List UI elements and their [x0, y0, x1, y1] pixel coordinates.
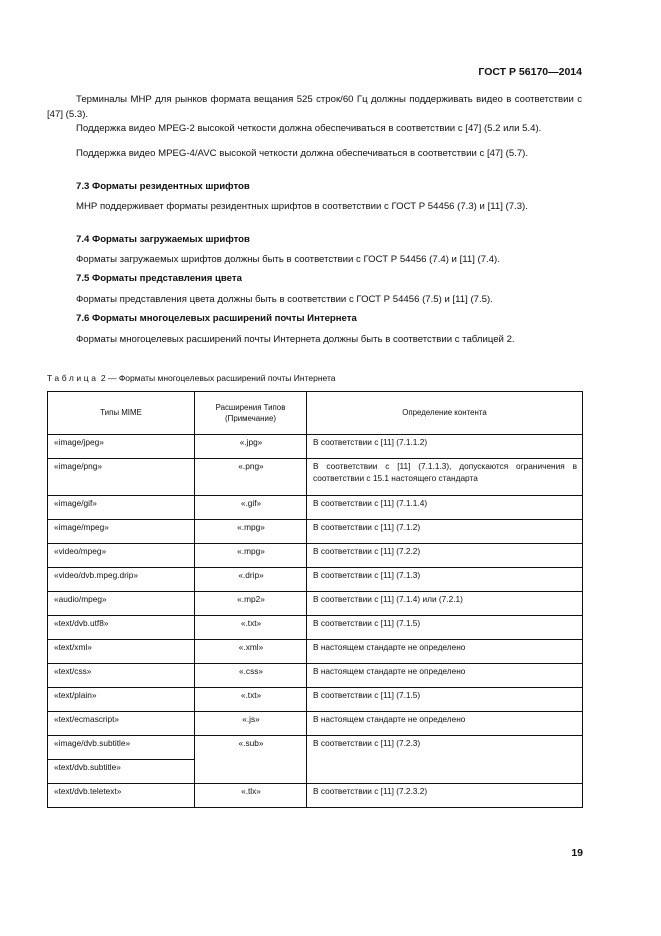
cell-def: В настоящем стандарте не определено: [307, 640, 583, 664]
col-header-def: Определение контента: [307, 392, 583, 435]
cell-def: В соответствии с [11] (7.1.1.2): [307, 435, 583, 459]
cell-ext: «.mpg»: [195, 520, 307, 544]
cell-mime: «text/dvb.teletext»: [48, 784, 195, 808]
table-caption-text: 2 — Форматы многоцелевых расширений почты Интернета: [98, 373, 336, 383]
cell-ext: «.xml»: [195, 640, 307, 664]
cell-def: В настоящем стандарте не определено: [307, 712, 583, 736]
cell-def: В соответствии с [11] (7.1.2): [307, 520, 583, 544]
cell-mime: «video/dvb.mpeg.drip»: [48, 568, 195, 592]
paragraph: Поддержка видео MPEG-2 высокой четкости должна обеспечиваться в соответствии с [47] (5.2 или 5.4).: [76, 123, 542, 134]
col-header-ext: [195, 392, 307, 435]
section-heading: 7.6 Форматы многоцелевых расширений почты Интернета: [76, 313, 357, 324]
cell-mime: «text/ecmascript»: [48, 712, 195, 736]
cell-def: В соответствии с [11] (7.2.3): [307, 736, 583, 784]
table-row: [48, 592, 583, 616]
table-row: [48, 520, 583, 544]
cell-mime: «text/dvb.subtitle»: [48, 760, 195, 784]
cell-def: В соответствии с [11] (7.1.1.4): [307, 496, 583, 520]
cell-ext: «.txt»: [195, 688, 307, 712]
cell-def: В настоящем стандарте не определено: [307, 664, 583, 688]
cell-ext: «.js»: [195, 712, 307, 736]
cell-mime: «image/gif»: [48, 496, 195, 520]
paragraph: Поддержка видео MPEG-4/AVC высокой четкости должна обеспечиваться в соответствии с [47] (5.7).: [76, 148, 529, 159]
cell-ext: «.sub»: [195, 736, 307, 784]
table-row: [48, 496, 583, 520]
cell-def: В соответствии с [11] (7.2.3.2): [307, 784, 583, 808]
cell-mime: «image/jpeg»: [48, 435, 195, 459]
table-row: [48, 640, 583, 664]
cell-mime: «text/css»: [48, 664, 195, 688]
section-heading: 7.5 Форматы представления цвета: [76, 273, 242, 284]
table-row: [48, 736, 583, 760]
page-number: 19: [571, 847, 583, 859]
col-header-mime: Типы MIME: [48, 392, 195, 435]
cell-ext: «.jpg»: [195, 435, 307, 459]
cell-def: В соответствии с [11] (7.1.5): [307, 616, 583, 640]
cell-ext: «.css»: [195, 664, 307, 688]
cell-ext: «.mp2»: [195, 592, 307, 616]
table-row: [48, 784, 583, 808]
document-header: ГОСТ Р 56170—2014: [478, 66, 582, 78]
cell-mime: «text/dvb.utf8»: [48, 616, 195, 640]
table-row: [48, 712, 583, 736]
section-heading: 7.4 Форматы загружаемых шрифтов: [76, 234, 250, 245]
cell-ext: «.png»: [195, 459, 307, 496]
cell-mime: «image/png»: [48, 459, 195, 496]
cell-ext: «.drip»: [195, 568, 307, 592]
cell-def: В соответствии с [11] (7.1.3): [307, 568, 583, 592]
col-header-ext-text: Расширения Типов (Примечание): [215, 402, 286, 423]
paragraph: Форматы представления цвета должны быть в соответствии с ГОСТ Р 54456 (7.5) и [11] (7.5).: [76, 294, 493, 305]
paragraph: Форматы загружаемых шрифтов должны быть в соответствии с ГОСТ Р 54456 (7.4) и [11] (7.4).: [76, 254, 500, 265]
cell-mime: «image/dvb.subtitle»: [48, 736, 195, 760]
table-row: [48, 544, 583, 568]
cell-ext: «.txt»: [195, 616, 307, 640]
table-row: [48, 568, 583, 592]
table-caption-label: Таблица: [47, 373, 99, 383]
table-row: [48, 459, 583, 496]
table-row: [48, 664, 583, 688]
paragraph: Терминалы МНР для рынков формата вещания 525 строк/60 Гц должны поддерживать видео в соответствии с [47] (5.3).: [47, 94, 582, 120]
cell-ext: «.mpg»: [195, 544, 307, 568]
cell-mime: «image/mpeg»: [48, 520, 195, 544]
cell-mime: «text/plain»: [48, 688, 195, 712]
table-row: [48, 435, 583, 459]
cell-def: В соответствии с [11] (7.1.4) или (7.2.1): [307, 592, 583, 616]
cell-def: В соответствии с [11] (7.1.1.3), допускаются ограничения в соответствии с 15.1 настоящего стандарта: [307, 459, 583, 496]
section-heading: 7.3 Форматы резидентных шрифтов: [76, 181, 250, 192]
table-header-row: [48, 392, 583, 435]
cell-def: В соответствии с [11] (7.1.5): [307, 688, 583, 712]
paragraph: МНР поддерживает форматы резидентных шрифтов в соответствии с ГОСТ Р 54456 (7.3) и [11] (7.3).: [76, 201, 528, 212]
table-caption: [47, 373, 336, 383]
mime-table: [47, 391, 583, 808]
cell-mime: «audio/mpeg»: [48, 592, 195, 616]
cell-mime: «video/mpeg»: [48, 544, 195, 568]
cell-mime: «text/xml»: [48, 640, 195, 664]
cell-def: В соответствии с [11] (7.2.2): [307, 544, 583, 568]
cell-ext: «.tlx»: [195, 784, 307, 808]
table-row: [48, 688, 583, 712]
table-row: [48, 616, 583, 640]
cell-ext: «.gif»: [195, 496, 307, 520]
paragraph: Форматы многоцелевых расширений почты Интернета должны быть в соответствии с таблицей 2.: [76, 334, 515, 345]
